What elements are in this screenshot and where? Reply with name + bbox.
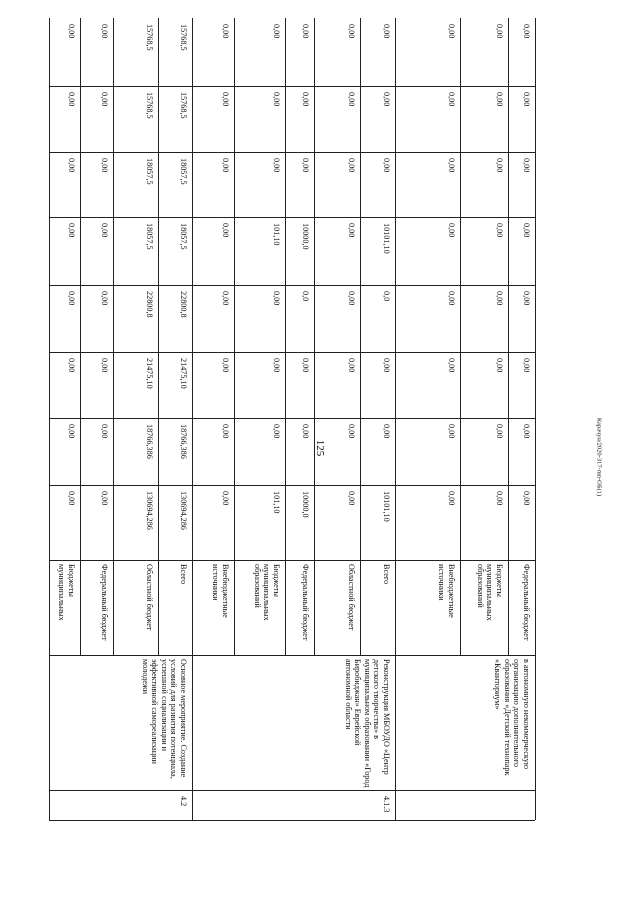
value-cell: 15768,5 — [179, 92, 188, 119]
value-cell: 18057,5 — [145, 158, 154, 185]
value-cell: 0,00 — [522, 158, 531, 173]
value-cell: 0,00 — [495, 491, 504, 506]
value-cell: 0,00 — [67, 491, 76, 506]
value-cell: 0,0 — [301, 291, 310, 302]
event-name: Основное мероприятие. Создание условий для развития потенциала, успешной социализации и эффективной самореализации молодежи — [140, 659, 188, 779]
value-cell: 0,00 — [100, 491, 109, 506]
value-cell: 0,00 — [522, 358, 531, 373]
event-name: в автономную некоммерческую организацию дополнительного образования «Детский технопарк «Кванториум» — [493, 659, 531, 776]
value-cell: 0,00 — [67, 24, 76, 39]
value-cell: 0,00 — [347, 92, 356, 107]
value-cell: 0,00 — [272, 92, 281, 107]
value-cell: 18766,386 — [145, 424, 154, 459]
value-cell: 0,00 — [67, 158, 76, 173]
value-cell: 0,00 — [522, 424, 531, 439]
value-cell: 21475,10 — [179, 358, 188, 389]
value-cell: 0,00 — [347, 223, 356, 238]
row-number: 4.1.3 — [382, 796, 391, 813]
value-cell: 0,00 — [522, 24, 531, 39]
value-cell: 0,00 — [301, 24, 310, 39]
value-cell: 15768,5 — [145, 92, 154, 119]
value-cell: 15768,5 — [145, 24, 154, 51]
value-cell: 0,00 — [382, 92, 391, 107]
value-cell: 10101,10 — [382, 223, 391, 254]
value-cell: 0,00 — [301, 158, 310, 173]
value-cell: 0,00 — [221, 223, 230, 238]
value-cell: 0,00 — [382, 158, 391, 173]
event-name: Реконструкция МБОУДО «Центр детского творчества» в муниципальном образовании «Город Биробиджан» Еврейской автономной области — [343, 659, 391, 788]
funding-source: Всего — [382, 564, 391, 585]
value-cell: 10000,0 — [301, 491, 310, 518]
value-cell: 0,00 — [100, 24, 109, 39]
value-cell: 0,00 — [447, 291, 456, 306]
value-cell: 18057,5 — [179, 223, 188, 250]
value-cell: 0,00 — [495, 291, 504, 306]
funding-source: Всего — [179, 564, 188, 585]
value-cell: 0,00 — [495, 92, 504, 107]
value-cell: 0,00 — [221, 491, 230, 506]
value-cell: 101,10 — [272, 491, 281, 514]
value-cell: 0,00 — [382, 358, 391, 373]
funding-source: Областной бюджет — [347, 564, 356, 631]
value-cell: 0,00 — [301, 92, 310, 107]
value-cell: 0,00 — [447, 358, 456, 373]
funding-source: Бюджеты муниципальных образований — [475, 564, 504, 621]
value-cell: 18057,5 — [179, 158, 188, 185]
value-cell: 0,0 — [382, 291, 391, 302]
value-cell: 10000,0 — [301, 223, 310, 250]
funding-source: Федеральный бюджет — [100, 564, 109, 641]
value-cell: 0,00 — [522, 491, 531, 506]
value-cell: 18766,386 — [179, 424, 188, 459]
value-cell: 0,00 — [447, 424, 456, 439]
value-cell: 0,00 — [301, 424, 310, 439]
table-border-right — [535, 18, 536, 820]
value-cell: 0,00 — [495, 24, 504, 39]
value-cell: 0,00 — [67, 358, 76, 373]
value-cell: 0,00 — [100, 358, 109, 373]
value-cell: 15768,5 — [179, 24, 188, 51]
value-cell: 0,00 — [221, 158, 230, 173]
value-cell: 0,00 — [100, 291, 109, 306]
value-cell: 0,00 — [447, 491, 456, 506]
table-border-bottom — [49, 820, 535, 821]
value-cell: 101,10 — [272, 223, 281, 246]
value-cell: 0,00 — [347, 358, 356, 373]
value-cell: 0,00 — [347, 24, 356, 39]
value-cell: 0,00 — [100, 223, 109, 238]
value-cell: 0,00 — [347, 424, 356, 439]
value-cell: 0,00 — [382, 24, 391, 39]
value-cell: 0,00 — [495, 424, 504, 439]
value-cell: 0,00 — [67, 223, 76, 238]
value-cell: 0,00 — [272, 24, 281, 39]
value-cell: 0,00 — [221, 92, 230, 107]
value-cell: 0,00 — [221, 24, 230, 39]
footer-stamp: Карачун/2020-317-mn-OБ(1) — [595, 417, 603, 497]
page-number: 125 — [314, 439, 326, 457]
value-cell: 0,00 — [522, 223, 531, 238]
value-cell: 0,00 — [495, 158, 504, 173]
value-cell: 0,00 — [347, 291, 356, 306]
value-cell: 0,00 — [447, 223, 456, 238]
funding-source: Федеральный бюджет — [522, 564, 531, 641]
value-cell: 0,00 — [382, 424, 391, 439]
value-cell: 0,00 — [67, 424, 76, 439]
funding-source: Областной бюджет — [145, 564, 154, 631]
value-cell: 0,00 — [347, 491, 356, 506]
value-cell: 0,00 — [522, 291, 531, 306]
value-cell: 0,00 — [447, 158, 456, 173]
value-cell: 0,00 — [522, 92, 531, 107]
value-cell: 0,00 — [272, 158, 281, 173]
value-cell: 18057,5 — [145, 223, 154, 250]
value-cell: 0,00 — [447, 24, 456, 39]
funding-source: Бюджеты муниципальных — [57, 564, 76, 621]
column-separator — [49, 790, 535, 791]
value-cell: 0,00 — [221, 291, 230, 306]
value-cell: 0,00 — [100, 92, 109, 107]
value-cell: 130694,286 — [179, 491, 188, 530]
value-cell: 22800,8 — [145, 291, 154, 318]
value-cell: 0,00 — [272, 358, 281, 373]
value-cell: 0,00 — [221, 358, 230, 373]
value-cell: 0,00 — [100, 424, 109, 439]
row-number: 4.2 — [179, 796, 188, 807]
value-cell: 0,00 — [221, 424, 230, 439]
value-cell: 0,00 — [67, 291, 76, 306]
value-cell: 21475,10 — [145, 358, 154, 389]
value-cell: 0,00 — [67, 92, 76, 107]
funding-source: Внебюджетные источники — [211, 564, 230, 618]
value-cell: 0,00 — [495, 358, 504, 373]
value-cell: 0,00 — [100, 158, 109, 173]
value-cell: 0,00 — [347, 158, 356, 173]
value-cell: 0,00 — [447, 92, 456, 107]
value-cell: 130694,286 — [145, 491, 154, 530]
value-cell: 0,00 — [495, 223, 504, 238]
funding-source: Федеральный бюджет — [301, 564, 310, 641]
funding-source: Внебюджетные источники — [437, 564, 456, 618]
value-cell: 0,00 — [272, 291, 281, 306]
value-cell: 22800,8 — [179, 291, 188, 318]
funding-source: Бюджеты муниципальных образований — [252, 564, 281, 621]
value-cell: 0,00 — [272, 424, 281, 439]
value-cell: 10101,10 — [382, 491, 391, 522]
value-cell: 0,00 — [301, 358, 310, 373]
